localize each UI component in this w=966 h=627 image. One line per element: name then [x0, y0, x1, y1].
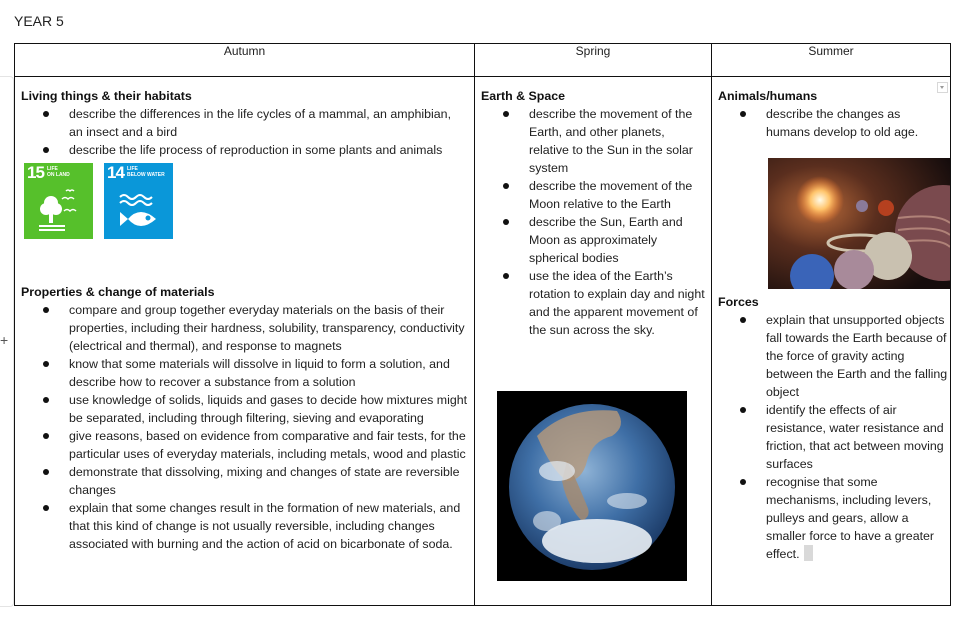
sdg-15-badge — [24, 163, 93, 239]
summer-cell[interactable] — [712, 77, 951, 606]
topic-heading: Properties & change of materials — [21, 285, 215, 299]
list-item: describe the differences in the life cycles of a mammal, an amphibian, an insect and a bird — [69, 105, 468, 141]
list-item: describe the movement of the Moon relative to the Earth — [529, 177, 705, 213]
bullet-list — [718, 311, 951, 563]
header-autumn: Autumn — [15, 44, 475, 77]
list-item: compare and group together everyday materials on the basis of their properties, including their hardness, solubility, transparency, conductivity (electrical and thermal), and response to magnets — [69, 301, 468, 355]
list-item: explain that some changes result in the formation of new materials, and that this kind of change is not usually reversible, including changes associated with burning and the action of acid on bicarbonate of soda. — [69, 499, 468, 553]
topic-heading: Forces — [718, 295, 759, 309]
topic-heading: Earth & Space — [481, 89, 566, 103]
bullet-list — [481, 105, 705, 339]
list-item: recognise that some mechanisms, including levers, pulleys and gears, allow a smaller force to have a greater effect. — [766, 473, 951, 563]
page-title: YEAR 5 — [14, 13, 64, 29]
header-row — [15, 44, 951, 77]
topic-heading: Animals/humans — [718, 89, 818, 103]
header-spring: Spring — [475, 44, 712, 77]
sdg-14-badge — [104, 163, 173, 239]
spring-cell[interactable] — [475, 77, 712, 606]
list-item: use knowledge of solids, liquids and gases to decide how mixtures might be separated, including through filtering, sieving and evaporating — [69, 393, 468, 425]
bullet-list — [21, 301, 468, 553]
add-row-plus-icon[interactable]: + — [0, 332, 9, 348]
list-item: use the idea of the Earth’s rotation to explain day and night and the apparent movement of the sun across the sky. — [529, 269, 705, 337]
bullet-list — [21, 105, 468, 159]
autumn-cell[interactable] — [15, 77, 475, 606]
sdg-badges — [24, 163, 468, 239]
list-item: describe the Sun, Earth and Moon as approximately spherical bodies — [529, 213, 705, 267]
list-item: identify the effects of air resistance, water resistance and friction, that act between moving surfaces — [766, 401, 951, 473]
list-item: describe the life process of reproduction in some plants and animals — [69, 141, 468, 159]
content-row — [15, 77, 951, 606]
sdg-label: LIFE ON LAND — [47, 166, 70, 178]
list-item: give reasons, based on evidence from comparative and fair tests, for the particular uses of everyday materials, including metals, wood and plastic — [69, 427, 468, 463]
cell-dropdown-icon[interactable] — [937, 82, 948, 93]
list-item: describe the movement of the Earth, and other planets, relative to the Sun in the solar system — [529, 105, 705, 177]
text-cursor-highlight — [804, 545, 813, 561]
list-item: demonstrate that dissolving, mixing and changes of state are reversible changes — [69, 463, 468, 499]
solar-system-image[interactable] — [768, 158, 950, 289]
earth-image[interactable] — [497, 391, 687, 581]
forces-section — [718, 293, 951, 563]
bullet-list — [718, 105, 944, 141]
sdg-label: LIFE BELOW WATER — [127, 166, 165, 178]
sdg-number: 15 — [27, 163, 44, 182]
list-item: describe the changes as humans develop to old age. — [766, 105, 944, 141]
list-item: know that some materials will dissolve in liquid to form a solution, and describe how to recover a substance from a solution — [69, 355, 468, 391]
curriculum-table — [14, 43, 951, 606]
sdg-number: 14 — [107, 163, 124, 182]
topic-heading: Living things & their habitats — [21, 89, 192, 103]
header-summer: Summer — [712, 44, 951, 77]
list-item: explain that unsupported objects fall towards the Earth because of the force of gravity acting between the Earth and the falling object — [766, 311, 951, 401]
